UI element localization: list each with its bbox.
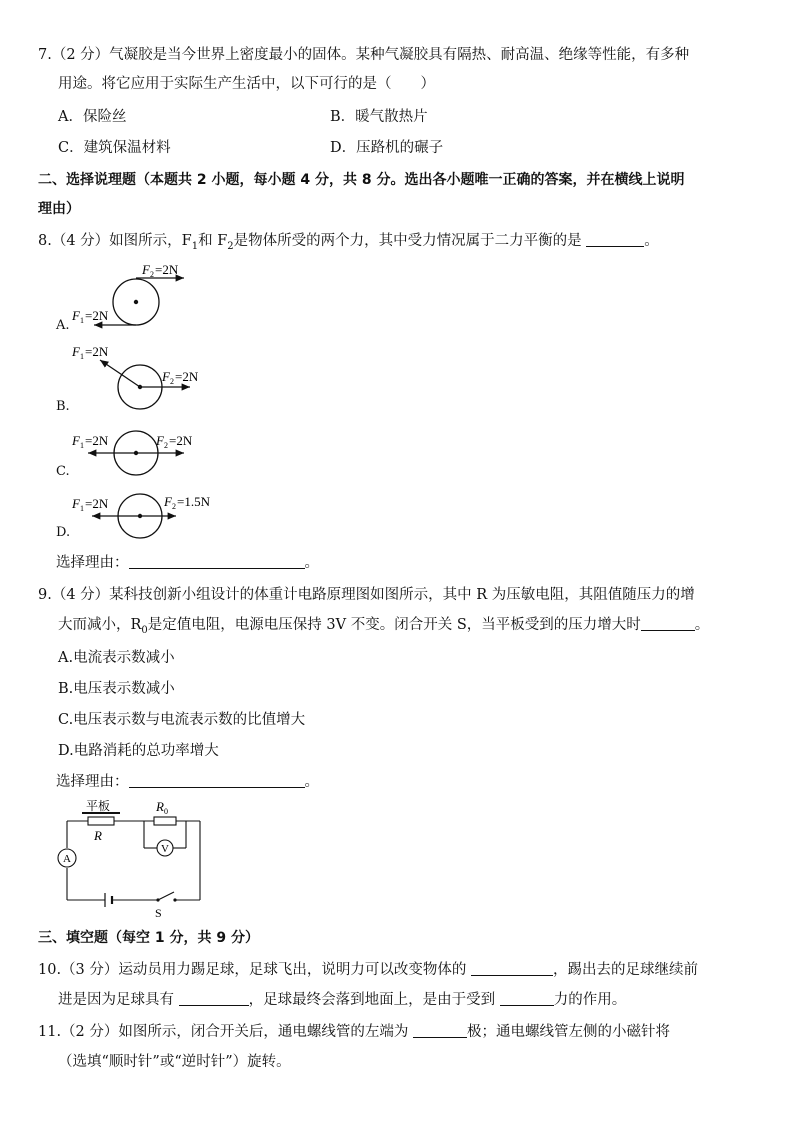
q11-line2: （选填“顺时针”或“逆时针”）旋转。 <box>58 1054 291 1070</box>
q8-stem-sub1: 1 <box>191 240 199 252</box>
circuit-plate-label: 平板 <box>86 799 111 813</box>
q8-stem-end: 。 <box>644 233 659 249</box>
figure-d-f1-label: =2N <box>85 496 109 511</box>
circuit-switch <box>158 892 174 900</box>
circuit-switch-label: S <box>155 906 162 920</box>
q7-stem-line2: 用途。将它应用于实际生产生活中，以下可行的是（ ） <box>58 76 435 92</box>
q8-figure-a <box>50 258 220 336</box>
q10-line1a: 10.（3 分）运动员用力踢足球，足球飞出，说明力可以改变物体的 <box>38 962 467 978</box>
q8-reason <box>56 553 319 573</box>
figure-c-f2-symbol: F <box>156 433 164 448</box>
q9-stem-line2a: 大而减小，R <box>58 617 142 633</box>
figure-d-f1-sub: 1 <box>80 504 84 513</box>
q9-stem-line2-end: 。 <box>694 617 710 633</box>
figure-a-f2-label: =2N <box>155 262 179 277</box>
q10-line2 <box>58 990 626 1010</box>
figure-b-f1-symbol: F <box>72 344 80 359</box>
q11-line1 <box>38 1022 670 1042</box>
figure-c-f1-symbol: F <box>72 433 80 448</box>
q8-figure-b <box>50 340 220 418</box>
q9-option-b: B.电压表示数减小 <box>58 681 175 697</box>
q8-figure-c <box>50 425 220 481</box>
circuit-voltmeter-label: V <box>161 843 169 855</box>
figure-d-f2-symbol: F <box>164 494 172 509</box>
q8-label-b: B. <box>56 399 70 414</box>
q9-stem-line2 <box>58 615 709 641</box>
q11-line1b: 极；通电螺线管左侧的小磁针将 <box>467 1024 671 1040</box>
q8-stem-suffix: 是物体所受的两个力，其中受力情况属于二力平衡的是 <box>233 233 582 249</box>
q10-line1b: ，踢出去的足球继续前 <box>553 962 699 978</box>
q7-option-b: B．暖气散热片 <box>330 109 428 125</box>
figure-b-f1-label: =2N <box>85 344 109 359</box>
q8-figure-d <box>50 488 230 544</box>
q10-line2c: 力的作用。 <box>553 992 627 1008</box>
circuit-ammeter-label: A <box>63 853 71 865</box>
q7-stem-line1: 7.（2 分）气凝胶是当今世界上密度最小的固体。某种气凝胶具有隔热、耐高温、绝缘等性能，有多种 <box>38 47 690 63</box>
q10-line1 <box>38 960 698 980</box>
q8-stem-mid: 和 F <box>198 233 228 249</box>
figure-d-f1-symbol: F <box>72 496 80 511</box>
figure-c-f2-label: =2N <box>169 433 193 448</box>
q8-reason-end: 。 <box>304 555 319 571</box>
q10-line2a: 进是因为足球具有 <box>58 992 174 1008</box>
q7-option-c: C．建筑保温材料 <box>58 140 171 156</box>
figure-a-f1-label: =2N <box>85 308 109 323</box>
q11-line1a: 11.（2 分）如图所示，闭合开关后，通电螺线管的左端为 <box>38 1024 409 1040</box>
q11-blank-1[interactable] <box>413 1023 467 1038</box>
q8-stem-sub2: 2 <box>227 240 234 252</box>
figure-d-f2-label: =1.5N <box>177 494 210 509</box>
q9-option-a: A.电流表示数减小 <box>58 650 175 666</box>
q9-reason <box>56 772 319 792</box>
section3-heading: 三、填空题（每空 1 分，共 9 分） <box>38 930 259 946</box>
section2-heading-line2: 理由） <box>38 201 80 217</box>
q9-reason-label: 选择理由： <box>56 774 129 790</box>
figure-a-f2-symbol: F <box>142 262 150 277</box>
section2-heading-line1: 二、选择说理题（本题共 2 小题，每小题 4 分，共 8 分。选出各小题唯一正确的答案，并在横线上说明 <box>38 172 685 188</box>
figure-a-center-dot <box>134 300 138 304</box>
circuit-resistor-r0 <box>154 817 176 825</box>
q10-line2b: ，足球最终会落到地面上，是由于受到 <box>248 992 496 1008</box>
figure-b-f2-symbol: F <box>162 369 170 384</box>
q8-reason-label: 选择理由： <box>56 555 129 571</box>
figure-b-f1-sub: 1 <box>80 352 84 361</box>
figure-a-f1-symbol: F <box>72 308 80 323</box>
q8-reason-blank[interactable] <box>129 554 305 569</box>
figure-d-f2-sub: 2 <box>172 502 176 511</box>
q10-blank-1[interactable] <box>471 961 553 976</box>
q9-option-d: D.电路消耗的总功率增大 <box>58 743 219 759</box>
figure-a-f1-sub: 1 <box>80 316 84 325</box>
q10-blank-2[interactable] <box>179 991 249 1006</box>
q9-reason-blank[interactable] <box>129 773 305 788</box>
q10-blank-3[interactable] <box>500 991 554 1006</box>
q9-option-c: C.电压表示数与电流表示数的比值增大 <box>58 712 306 728</box>
circuit-r0-sub: 0 <box>164 807 168 816</box>
q8-label-a: A. <box>56 318 70 333</box>
q8-label-d: D. <box>56 525 71 540</box>
q9-circuit-diagram <box>50 798 210 920</box>
figure-b-f2-sub: 2 <box>170 377 174 386</box>
circuit-r-label: R <box>94 828 102 843</box>
figure-b-f1-arrow <box>100 360 140 387</box>
q9-answer-blank[interactable] <box>641 616 695 631</box>
q9-stem-line1: 9.（4 分）某科技创新小组设计的体重计电路原理图如图所示，其中 R 为压敏电阻，其阻值随压力的增 <box>38 587 695 603</box>
q9-stem-line2-sub: 0 <box>141 624 148 636</box>
q7-option-a: A．保险丝 <box>58 109 127 125</box>
figure-b-f2-label: =2N <box>175 369 199 384</box>
circuit-resistor-r <box>88 817 114 825</box>
figure-c-f2-sub: 2 <box>164 441 168 450</box>
figure-a-f2-sub: 2 <box>150 270 154 279</box>
q8-stem-prefix: 8.（4 分）如图所示，F <box>38 233 192 249</box>
figure-c-f1-sub: 1 <box>80 441 84 450</box>
circuit-r0-label: R <box>156 799 164 814</box>
q8-label-c: C. <box>56 464 70 479</box>
q8-answer-blank[interactable] <box>586 232 644 247</box>
q9-reason-end: 。 <box>304 774 319 790</box>
figure-c-f1-label: =2N <box>85 433 109 448</box>
q8-stem <box>38 231 659 257</box>
q9-stem-line2b: 是定值电阻，电源电压保持 3V 不变。闭合开关 S，当平板受到的压力增大时 <box>147 617 641 633</box>
q7-option-d: D．压路机的碾子 <box>330 140 444 156</box>
